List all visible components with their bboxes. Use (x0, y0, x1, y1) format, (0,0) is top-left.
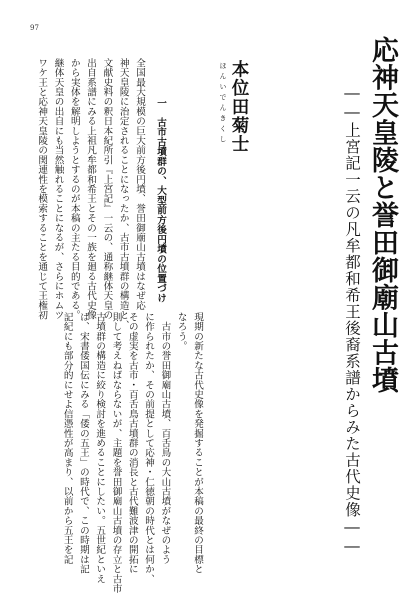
body-column: に作られたか、その前提として応神・仁徳朝の時代とは何か、 (143, 312, 155, 584)
body-column: 神天皇陵に治定されることになったか、古市古墳群の構造と、 (117, 58, 129, 330)
body-column: 文献史料の釈日本紀所引『上宮記』一云の、通称継体天皇の (101, 58, 113, 320)
body-column: 出自系譜にみる上祖凡牟都和希王とその一族を廻る古代史像 (85, 58, 97, 320)
body-column: 記紀にも部分的にせよ信憑性が高まり、以前から五王を記 (61, 312, 73, 565)
section-heading: 一 古市古墳群の、大型前方後円墳の位置づけ (155, 98, 166, 303)
author-name: 本位田菊士 (229, 60, 249, 154)
body-column: その虚実を古市・百舌鳥古墳群の消長と古代難波津の開拓に (126, 312, 138, 574)
body-column: 則して考えねばならないが、主題を誉田御廟山古墳の存立と古市 (110, 312, 122, 594)
body-text-lower (58, 312, 205, 592)
body-column: 古市の誉田御廟山古墳、百舌鳥の大山古墳がなぜのよう (159, 312, 171, 565)
body-column: なろう。 (175, 312, 187, 351)
body-column: 全国最大規模の巨大前方後円墳、誉田御廟山古墳はなぜ応 (134, 58, 145, 311)
body-column: 古墳群の構造に絞り検討を進めることにしたい。五世紀といえ (94, 312, 106, 584)
body-column: ば、宋書倭国伝にみる「倭の五王」の時代で、この時期は記 (77, 312, 89, 574)
body-column: ワケ王と応神天皇陵の関連性を模索することを通じて王権初 (36, 58, 48, 320)
author-ruby: ほんいでんきくし (219, 62, 227, 146)
body-column: 継体天皇の出自にも当然触れることになるが、さらにホムツ (52, 58, 64, 320)
body-column: 現期の新たな古代史像を発掘することが本稿の最終の目標と (192, 312, 203, 574)
article-title: 応神天皇陵と誉田御廟山古墳 (367, 36, 398, 394)
article-subtitle: ――上宮記一云の凡牟都和希王後裔系譜からみた古代史像―― (343, 84, 361, 556)
body-column: から実体を解明しようとするのが本稿の主たる目的である。 (68, 58, 80, 320)
page-number: 97 (30, 24, 39, 32)
